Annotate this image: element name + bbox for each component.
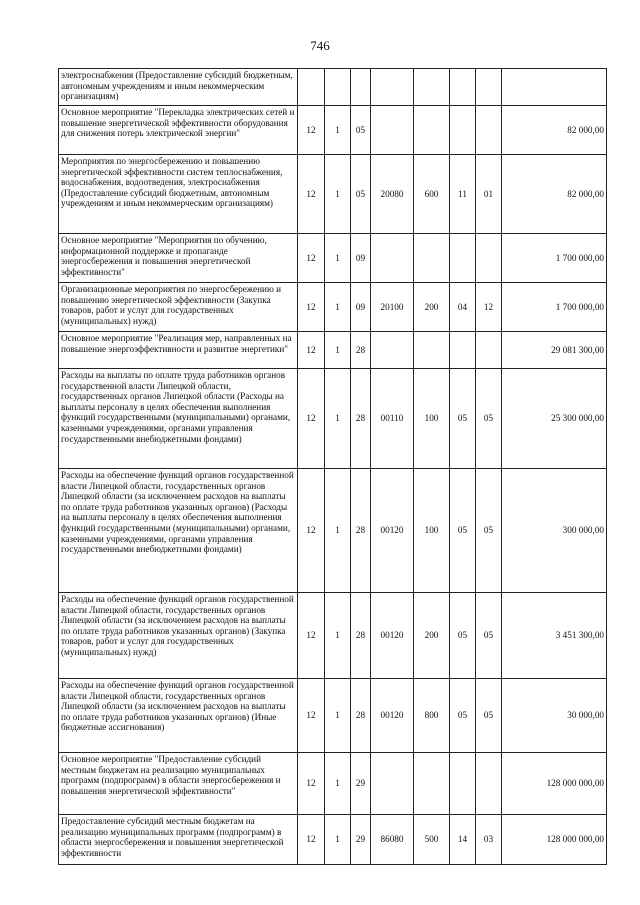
row-code-3: [351, 69, 371, 106]
row-code-4: 00120: [371, 469, 414, 593]
row-code-6: 05: [450, 679, 476, 753]
row-code-6: [450, 234, 476, 283]
row-code-3: 28: [351, 332, 371, 369]
page-number: 746: [310, 38, 330, 53]
row-code-1: 12: [298, 106, 325, 155]
row-code-3: 05: [351, 106, 371, 155]
row-code-3: 28: [351, 593, 371, 679]
table-row: [59, 69, 607, 106]
table-row: [59, 469, 607, 593]
row-code-7: 05: [476, 469, 502, 593]
row-description: Основное мероприятие "Перекладка электрических сетей и повышение энергетической эффективности оборудования для снижения потерь электрической энергии": [59, 106, 298, 155]
row-code-3: 29: [351, 753, 371, 815]
row-code-6: [450, 69, 476, 106]
row-code-7: [476, 234, 502, 283]
row-code-5: 600: [414, 155, 450, 234]
row-code-1: 12: [298, 155, 325, 234]
row-code-2: 1: [325, 155, 351, 234]
row-amount: 30 000,00: [502, 679, 607, 753]
budget-table: [58, 68, 607, 865]
row-amount: 300 000,00: [502, 469, 607, 593]
row-code-4: [371, 753, 414, 815]
row-description: Предоставление субсидий местным бюджетам на реализацию муниципальных программ (подпрограмм) в области энергосбережения и повышения энергетической эффективности: [59, 815, 298, 865]
row-code-6: [450, 332, 476, 369]
row-amount: 1 700 000,00: [502, 234, 607, 283]
row-code-5: 100: [414, 369, 450, 469]
row-code-6: 11: [450, 155, 476, 234]
row-code-2: 1: [325, 593, 351, 679]
table-row: [59, 753, 607, 815]
row-code-2: 1: [325, 106, 351, 155]
row-code-5: 100: [414, 469, 450, 593]
row-code-5: 500: [414, 815, 450, 865]
row-code-2: 1: [325, 234, 351, 283]
row-code-4: [371, 332, 414, 369]
row-code-7: [476, 106, 502, 155]
row-description: Основное мероприятие "Предоставление субсидий местным бюджетам на реализацию муниципальных программ (подпрограмм) в области энергосбережения и повышения энергетической эффективности": [59, 753, 298, 815]
row-description: электроснабжения (Предоставление субсидий бюджетным, автономным учреждениям и иным некоммерческим организациям): [59, 69, 298, 106]
row-code-7: 05: [476, 593, 502, 679]
row-code-4: 20080: [371, 155, 414, 234]
row-code-7: [476, 69, 502, 106]
table-row: [59, 815, 607, 865]
row-code-7: 03: [476, 815, 502, 865]
row-code-1: 12: [298, 283, 325, 332]
row-code-3: 29: [351, 815, 371, 865]
row-code-1: 12: [298, 469, 325, 593]
row-description: Расходы на обеспечение функций органов государственной власти Липецкой области, государственных органов Липецкой области (за исключением расходов на выплаты по оплате труда работников указанных органов) (Иные бюджетные ассигнования): [59, 679, 298, 753]
row-code-4: 86080: [371, 815, 414, 865]
row-code-5: 800: [414, 679, 450, 753]
row-code-3: 09: [351, 283, 371, 332]
row-code-2: 1: [325, 815, 351, 865]
row-code-2: 1: [325, 332, 351, 369]
row-code-4: 00120: [371, 679, 414, 753]
table-row: [59, 283, 607, 332]
row-code-7: 05: [476, 679, 502, 753]
row-code-3: 28: [351, 679, 371, 753]
row-amount: 1 700 000,00: [502, 283, 607, 332]
row-code-5: 200: [414, 593, 450, 679]
row-description: Организационные мероприятия по энергосбережению и повышению энергетической эффективности (Закупка товаров, работ и услуг для государственных (муниципальных) нужд): [59, 283, 298, 332]
table-row: [59, 234, 607, 283]
row-code-5: [414, 753, 450, 815]
row-code-5: [414, 69, 450, 106]
row-code-5: [414, 234, 450, 283]
row-code-3: 05: [351, 155, 371, 234]
row-description: Основное мероприятие "Реализация мер, направленных на повышение энергоэффективности и развитие энергетики": [59, 332, 298, 369]
row-code-1: 12: [298, 332, 325, 369]
row-code-3: 28: [351, 369, 371, 469]
row-code-7: [476, 753, 502, 815]
row-code-4: 00110: [371, 369, 414, 469]
row-code-2: [325, 69, 351, 106]
row-code-6: [450, 753, 476, 815]
row-code-2: 1: [325, 369, 351, 469]
row-code-2: 1: [325, 469, 351, 593]
row-code-4: 00120: [371, 593, 414, 679]
table-row: [59, 106, 607, 155]
row-code-6: 04: [450, 283, 476, 332]
row-code-6: [450, 106, 476, 155]
row-description: Расходы на обеспечение функций органов государственной власти Липецкой области, государственных органов Липецкой области (за исключением расходов на выплаты по оплате труда работников указанных органов) (Закупка товаров, работ и услуг для государственных (муниципальных) нужд): [59, 593, 298, 679]
row-code-5: [414, 106, 450, 155]
table-row: [59, 155, 607, 234]
row-code-1: 12: [298, 679, 325, 753]
row-amount: 29 081 300,00: [502, 332, 607, 369]
row-code-6: 14: [450, 815, 476, 865]
row-code-7: 12: [476, 283, 502, 332]
row-description: Мероприятия по энергосбережению и повышению энергетической эффективности систем теплоснабжения, водоснабжения, водоотведения, электроснабжения (Предоставление субсидий бюджетным, автономным учреждениям и иным некоммерческим организациям): [59, 155, 298, 234]
table-row: [59, 332, 607, 369]
row-code-2: 1: [325, 679, 351, 753]
table-row: [59, 369, 607, 469]
row-code-1: 12: [298, 753, 325, 815]
row-amount: 128 000 000,00: [502, 753, 607, 815]
row-code-6: 05: [450, 469, 476, 593]
row-code-7: 05: [476, 369, 502, 469]
row-code-4: 20100: [371, 283, 414, 332]
row-code-1: 12: [298, 234, 325, 283]
table-row: [59, 593, 607, 679]
row-code-3: 28: [351, 469, 371, 593]
row-code-2: 1: [325, 753, 351, 815]
row-description: Расходы на обеспечение функций органов государственной власти Липецкой области, государственных органов Липецкой области (за исключением расходов на выплаты по оплате труда работников указанных органов) (Расходы на выплаты персоналу в целях обеспечения выполнения функций государственными (муниципальными) органами, казенными учреждениями, органами управления государственными внебюджетными фондами): [59, 469, 298, 593]
row-code-4: [371, 69, 414, 106]
row-description: Основное мероприятие "Мероприятия по обучению, информационной поддержке и пропаганде энергосбережения и повышения энергетической эффективности": [59, 234, 298, 283]
row-code-5: 200: [414, 283, 450, 332]
row-code-1: [298, 69, 325, 106]
row-code-1: 12: [298, 369, 325, 469]
row-code-6: 05: [450, 593, 476, 679]
row-description: Расходы на выплаты по оплате труда работников органов государственной власти Липецкой области, государственных органов Липецкой области (Расходы на выплаты персоналу в целях обеспечения выполнения функций государственными (муниципальными) органами, казенными учреждениями, органами управления государственными внебюджетными фондами): [59, 369, 298, 469]
row-amount: 82 000,00: [502, 155, 607, 234]
row-code-4: [371, 234, 414, 283]
table-row: [59, 679, 607, 753]
row-amount: 82 000,00: [502, 106, 607, 155]
row-code-4: [371, 106, 414, 155]
row-code-3: 09: [351, 234, 371, 283]
row-amount: 3 451 300,00: [502, 593, 607, 679]
row-code-7: 01: [476, 155, 502, 234]
row-code-1: 12: [298, 815, 325, 865]
row-code-1: 12: [298, 593, 325, 679]
row-amount: 128 000 000,00: [502, 815, 607, 865]
row-amount: [502, 69, 607, 106]
row-code-7: [476, 332, 502, 369]
row-amount: 25 300 000,00: [502, 369, 607, 469]
row-code-2: 1: [325, 283, 351, 332]
row-code-5: [414, 332, 450, 369]
row-code-6: 05: [450, 369, 476, 469]
